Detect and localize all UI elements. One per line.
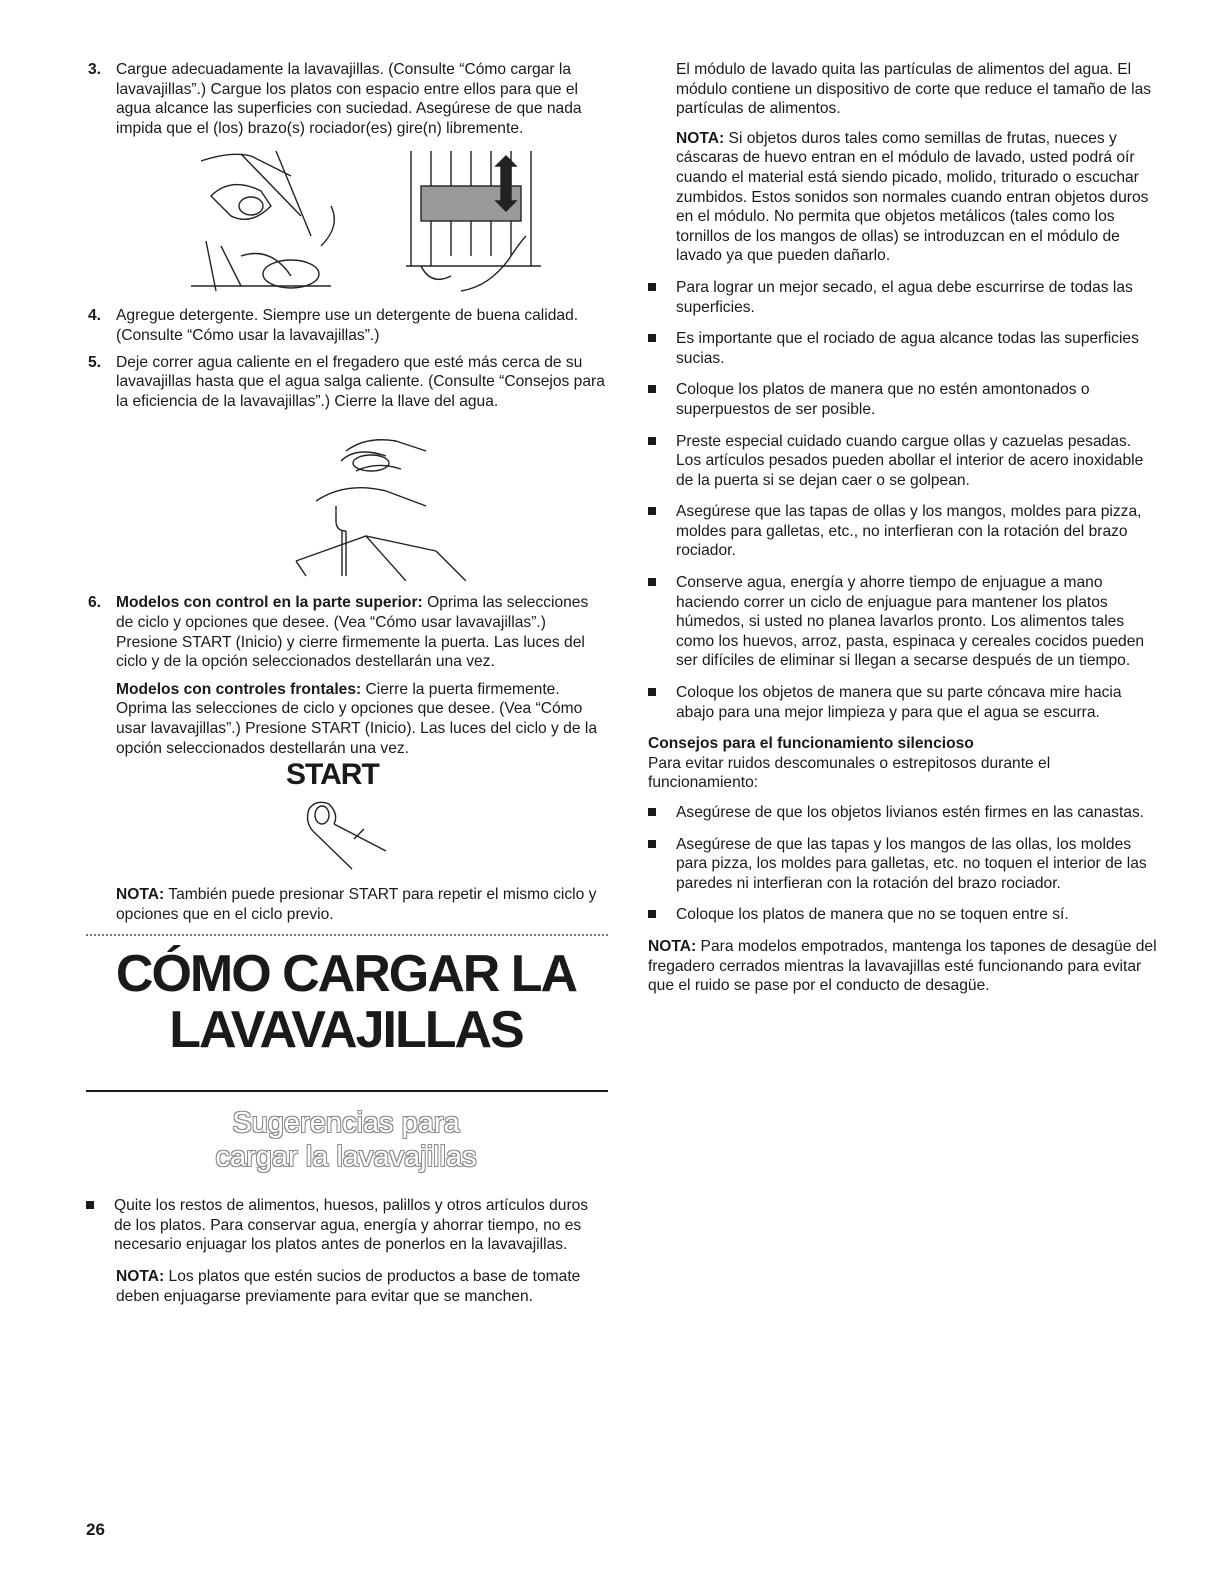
tip-bullet: Quite los restos de alimentos, huesos, palillos y otros artículos duros de los platos. Para conservar agua, energía y ahorrar tiempo, no es necesario enjuagar los platos antes de ponerlos en la lavavajillas. [86, 1196, 606, 1255]
top-control-text: Oprima las selecciones de ciclo y opciones que desee. (Vea “Cómo usar lavavajillas”.) Presione START (Inicio) y cierre firmemente la puerta. Las luces del ciclo y de la opción seleccionados destellarán una vez. [116, 594, 589, 671]
front-control-text: Cierre la puerta firmemente. Oprima las selecciones de ciclo y opciones que desee. (Vea “Cómo usar lavavajillas”.) Presione START (Inicio). Las luces del ciclo y de la opción seleccionados destellarán una vez. [116, 680, 597, 757]
tip-bullet: Es importante que el rociado de agua alcance todas las superficies sucias. [648, 329, 1160, 368]
note-start: NOTA: También puede presionar START para repetir el mismo ciclo y opciones que en el ciclo previo. [116, 886, 597, 923]
start-label: START [286, 758, 379, 792]
divider [86, 934, 608, 936]
tip-bullet: Preste especial cuidado cuando cargue ollas y cazuelas pesadas. Los artículos pesados pueden abollar el interior de acero inoxidable de la puerta si se dejan caer o se golpean. [648, 432, 1160, 491]
step-number: 5. [88, 353, 102, 371]
hand-loading-glass-illustration [181, 146, 351, 296]
step-number: 6. [88, 594, 102, 612]
step-5 [86, 353, 606, 412]
wash-module-intro: El módulo de lavado quita las partículas de alimentos del agua. El módulo contiene un dispositivo de corte que reduce el tamaño de las partículas de alimentos. [676, 61, 1152, 118]
note-builtin: NOTA: Para modelos empotrados, mantenga los tapones de desagüe del fregadero cerrados mientras la lavavajillas esté funcionando para evitar que el ruido se pase por el conducto de desagüe. [648, 937, 1157, 995]
right-column [648, 60, 1160, 1006]
left-column [86, 60, 606, 1316]
front-control-heading: Modelos con controles frontales: [116, 680, 362, 698]
step-3 [86, 60, 606, 138]
tip-bullet: Coloque los objetos de manera que su parte cóncava mire hacia abajo para una mejor limpieza y para que el agua se escurra. [648, 683, 1160, 722]
loading-illustrations [126, 146, 606, 296]
quiet-bullet: Asegúrese de que las tapas y los mangos de las ollas, los moldes para pizza, los moldes para galletas, etc. no toquen el interior de las paredes ni interfieran con la rotación del brazo rociador. [648, 835, 1160, 894]
step-text: Cargue adecuadamente la lavavajillas. (Consulte “Cómo cargar la lavavajillas”.) Cargue los platos con espacio entre ellos para que el agua alcance las superficies con suciedad. Asegúrese de que nada impida que el (los) brazo(s) rociador(es) gire(n) libremente. [116, 61, 582, 137]
step-number: 4. [88, 307, 102, 325]
note-module: NOTA: Si objetos duros tales como semillas de frutas, nueces y cáscaras de huevo entran en el módulo de lavado, usted podrá oír cuando el material está siendo picado, molido, triturado o escuchar zumbidos. Estos sonidos son normales cuando entran objetos duros en el módulo. No permita que objetos metálicos (tales como los tornillos de los mangos de ollas) se introduzcan en el módulo de lavado ya que pueden dañarlo. [676, 129, 1149, 265]
step-4 [86, 306, 606, 345]
tip-bullet: Para lograr un mejor secado, el agua debe escurrirse de todas las superficies. [648, 278, 1160, 317]
start-button-illustration [86, 758, 606, 875]
quiet-intro: Para evitar ruidos descomunales o estrepitosos durante el funcionamiento: [648, 754, 1051, 792]
section-title: CÓMO CARGAR LA LAVAVAJILLAS [115, 945, 577, 1060]
step-number: 3. [88, 61, 102, 78]
faucet-illustration [286, 431, 466, 581]
step-6 [86, 593, 606, 758]
section-rule [86, 1090, 608, 1092]
page-number: 26 [86, 1520, 105, 1539]
step-text: Agregue detergente. Siempre use un detergente de buena calidad. (Consulte “Cómo usar la lavavajillas”.) [116, 307, 579, 344]
finger-press-icon [304, 799, 394, 879]
top-control-heading: Modelos con control en la parte superior: [116, 594, 423, 612]
spray-arm-rotation-illustration [401, 146, 551, 296]
tip-bullet: Coloque los platos de manera que no estén amontonados o superpuestos de ser posible. [648, 380, 1160, 419]
note-tomato: NOTA: Los platos que estén sucios de productos a base de tomate deben enjuagarse previamente para evitar que se manchen. [116, 1268, 581, 1305]
tip-bullet: Asegúrese que las tapas de ollas y los mangos, moldes para pizza, moldes para galletas, etc., no interfieran con la rotación del brazo rociador. [648, 502, 1160, 561]
quiet-bullet: Asegúrese de que los objetos livianos estén firmes en las canastas. [648, 803, 1160, 823]
quiet-heading: Consejos para el funcionamiento silencioso [648, 735, 974, 753]
tip-bullet: Conserve agua, energía y ahorre tiempo de enjuague a mano haciendo correr un ciclo de enjuague para mantener los platos húmedos, si usted no planea lavarlos pronto. Los alimentos tales como los huevos, arroz, pasta, espinaca y cereales cocidos pueden ser difíciles de eliminar si llegan a secarse después de un tiempo. [648, 573, 1160, 671]
step-text: Deje correr agua caliente en el fregadero que esté más cerca de su lavavajillas hasta que el agua salga caliente. (Consulte “Consejos para la eficiencia de la lavavajillas”.) Cierre la llave del agua. [116, 353, 605, 410]
subsection-title: Sugerencias para cargar la lavavajillas [215, 1107, 477, 1174]
quiet-bullet: Coloque los platos de manera que no se toquen entre sí. [648, 905, 1160, 925]
